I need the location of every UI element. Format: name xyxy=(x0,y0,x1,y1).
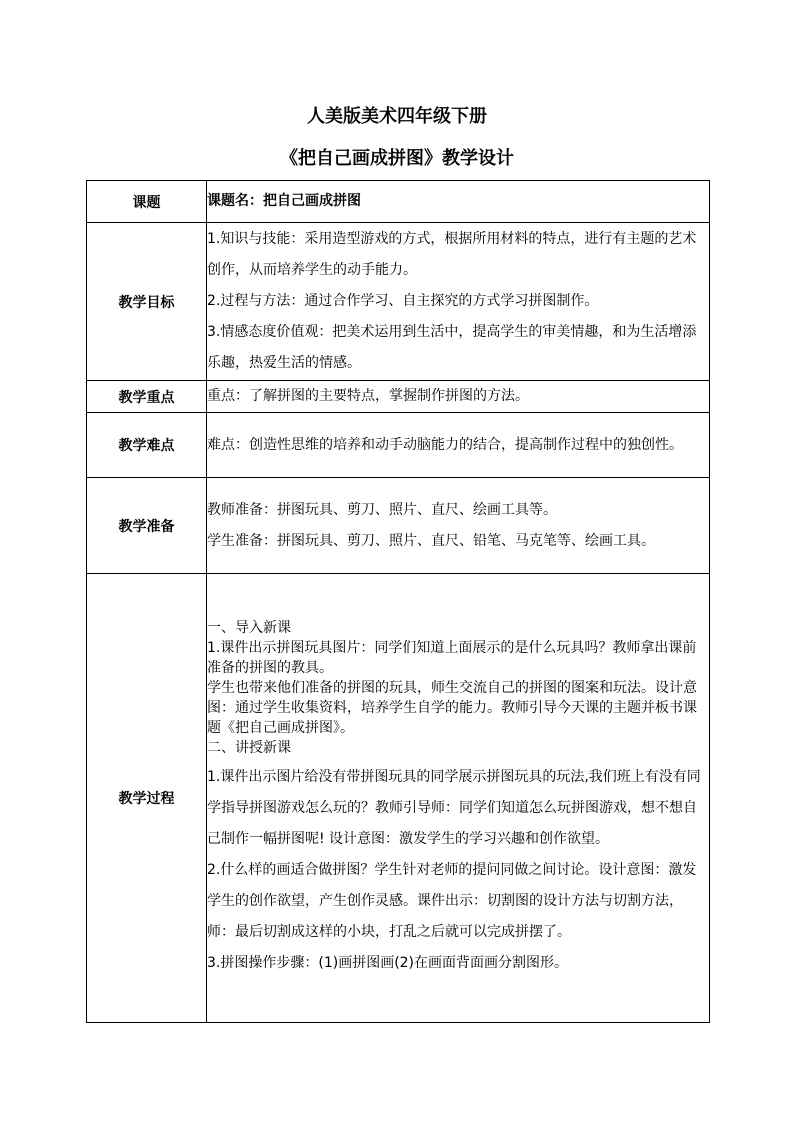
value-key-points: 重点：了解拼图的主要特点，掌握制作拼图的方法。 xyxy=(207,381,710,413)
process-line: 3.拼图操作步骤：(1)画拼图画(2)在画面背面画分割图形。 xyxy=(207,954,569,971)
goal-line: 1.知识与技能：采用造型游戏的方式，根据所用材料的特点，进行有主题的艺术创作，从而培养学生的动手能力。 xyxy=(207,231,697,278)
goal-line: 2.过程与方法：通过合作学习、自主探究的方式学习拼图制作。 xyxy=(207,293,599,309)
goal-line: 3.情感态度价值观：把美术运用到生活中，提高学生的审美情趣，和为生活增添乐趣，热爱生活的情感。 xyxy=(207,324,697,371)
preparation-line: 教师准备：拼图玩具、剪刀、照片、直尺、绘画工具等。 xyxy=(207,501,557,518)
process-line: 一、导入新课 xyxy=(207,619,291,636)
value-topic: 课题名：把自己画成拼图 xyxy=(207,181,710,223)
preparation-line: 学生准备：拼图玩具、剪刀、照片、直尺、铅笔、马克笔等、绘画工具。 xyxy=(207,532,655,549)
process-line: 2.什么样的画适合做拼图？学生针对老师的提问同做之间讨论。设计意图：激发学生的创作欲望，产生创作灵感。课件出示：切割图的设计方法与切割方法，师：最后切割成这样的小块，打乱之后就可以完成拼摆了。 xyxy=(207,861,697,940)
lesson-plan-table xyxy=(86,180,710,1023)
value-goals xyxy=(207,223,710,381)
label-key-points: 教学重点 xyxy=(87,381,207,413)
row-goals xyxy=(87,223,710,381)
value-process xyxy=(207,574,710,1023)
row-process xyxy=(87,574,710,1023)
process-line: 学生也带来他们准备的拼图的玩具，师生交流自己的拼图的图案和玩法。设计意图：通过学生收集资料，培养学生自学的能力。教师引导今天课的主题并板书课题《把自己画成拼图》。 xyxy=(207,679,697,736)
label-difficulties: 教学难点 xyxy=(87,413,207,478)
label-preparation: 教学准备 xyxy=(87,478,207,574)
value-difficulties: 难点：创造性思维的培养和动手动脑能力的结合，提高制作过程中的独创性。 xyxy=(207,413,710,478)
value-preparation xyxy=(207,478,710,574)
label-process: 教学过程 xyxy=(87,574,207,1023)
label-topic: 课题 xyxy=(87,181,207,223)
label-goals: 教学目标 xyxy=(87,223,207,381)
process-line: 1.课件出示图片给没有带拼图玩具的同学展示拼图玩具的玩法,我们班上有没有同学指导拼图游戏怎么玩的？教师引导师：同学们知道怎么玩拼图游戏，想不想自己制作一幅拼图呢! 设计意图：激发学生的学习兴趣和创作欲望。 xyxy=(207,768,701,847)
document-subtitle: 《把自己画成拼图》教学设计 xyxy=(280,148,514,169)
row-difficulties xyxy=(87,413,710,478)
row-key-points xyxy=(87,381,710,413)
document-title: 人美版美术四年级下册 xyxy=(307,106,487,127)
process-line: 二、讲授新课 xyxy=(207,739,291,756)
process-line: 1.课件出示拼图玩具图片：同学们知道上面展示的是什么玩具吗？教师拿出课前准备的拼图的教具。 xyxy=(207,639,697,676)
row-preparation xyxy=(87,478,710,574)
row-topic xyxy=(87,181,710,223)
